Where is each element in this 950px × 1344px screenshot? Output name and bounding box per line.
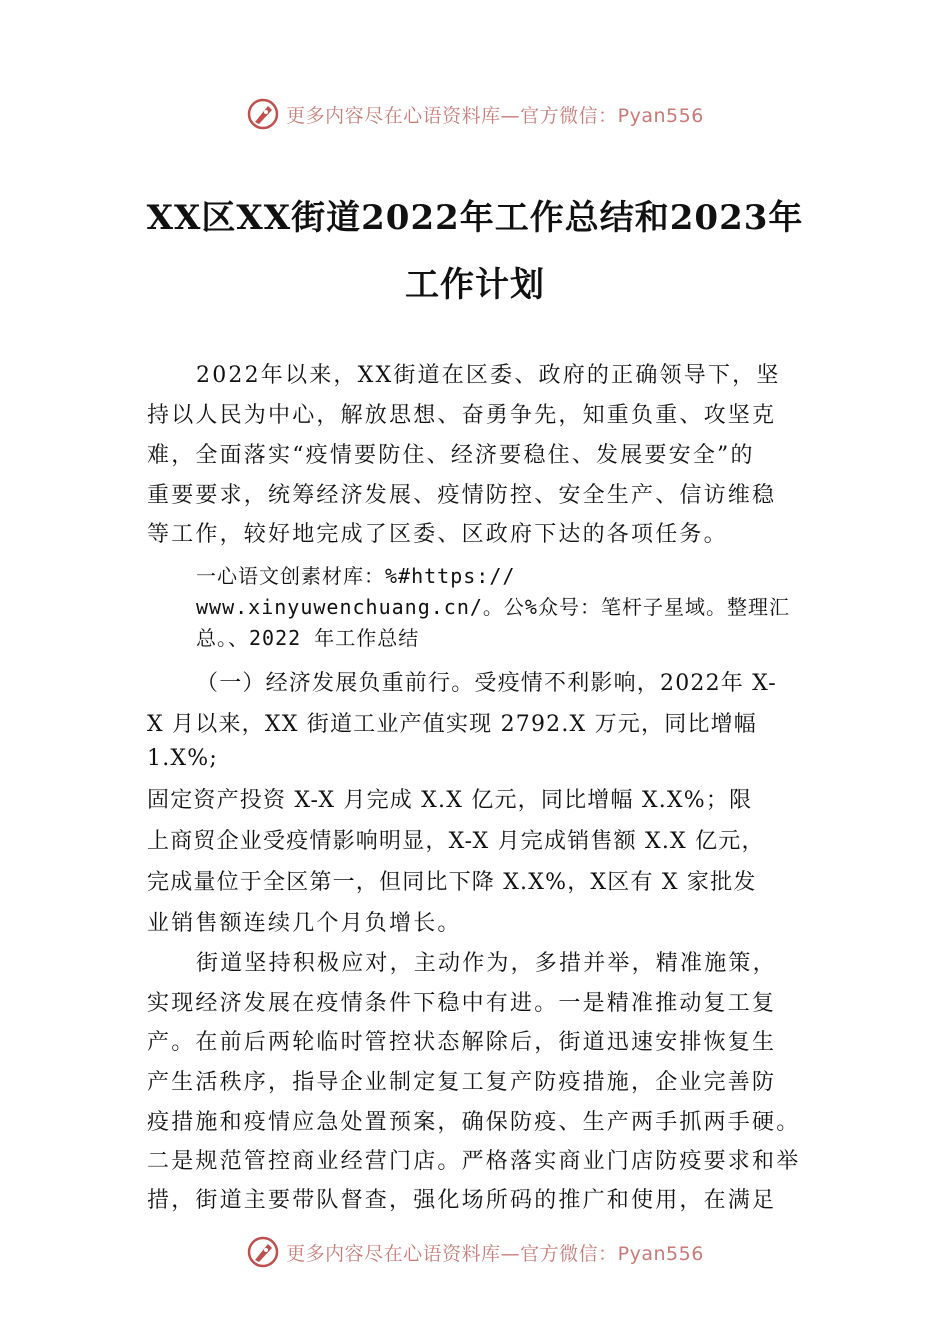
pen-nib-logo-icon: [246, 1235, 280, 1269]
source-note-line: www.xinyuwenchuang.cn/。公%众号：笔杆子星域。整理汇: [196, 595, 790, 619]
paragraph-3-line: 实现经济发展在疫情条件下稳中有进。一是精准推动复工复: [147, 991, 777, 1016]
banner-text: 更多内容尽在心语资料库—官方微信：Pyan556: [286, 104, 704, 127]
paragraph-3-line: 措，街道主要带队督查，强化场所码的推广和使用，在满足: [147, 1188, 777, 1213]
paragraph-1-line: 持以人民为中心，解放思想、奋勇争先，知重负重、攻坚克: [147, 403, 777, 428]
document-title-line-1: XX区XX街道2022年工作总结和2023年: [146, 198, 804, 238]
paragraph-2-line: X 月以来，XX 街道工业产值实现 2792.X 万元，同比增幅: [147, 712, 758, 737]
paragraph-1-line: 重要要求，统筹经济发展、疫情防控、安全生产、信访维稳: [147, 483, 777, 508]
source-note-line: 总。、2022 年工作总结: [196, 626, 420, 650]
source-note-line: 一心语文创素材库：%#https://: [196, 564, 516, 588]
paragraph-2-line: 完成量位于全区第一，但同比下降 X.X%，X区有 X 家批发: [147, 870, 757, 895]
paragraph-2-line: 业销售额连续几个月负增长。: [147, 911, 462, 936]
paragraph-1-line: 2022年以来，XX街道在区委、政府的正确领导下，坚: [196, 363, 781, 388]
paragraph-2-line: （一）经济发展负重前行。受疫情不利影响，2022年 X-: [196, 671, 777, 696]
paragraph-3-line: 产生活秩序，指导企业制定复工复产防疫措施，企业完善防: [147, 1070, 777, 1095]
paragraph-2-line: 固定资产投资 X-X 月完成 X.X 亿元，同比增幅 X.X%；限: [147, 788, 753, 813]
paragraph-2-line: 上商贸企业受疫情影响明显，X-X 月完成销售额 X.X 亿元，: [147, 829, 765, 854]
paragraph-3-line: 疫措施和疫情应急处置预案，确保防疫、生产两手抓两手硬。: [147, 1110, 801, 1135]
banner-text: 更多内容尽在心语资料库—官方微信：Pyan556: [286, 1242, 704, 1265]
paragraph-3-line: 街道坚持积极应对，主动作为，多措并举，精准施策，: [196, 951, 777, 976]
footer-banner: [0, 1232, 950, 1272]
paragraph-1-line: 等工作，较好地完成了区委、区政府下达的各项任务。: [147, 522, 728, 547]
paragraph-3-line: 产。在前后两轮临时管控状态解除后，街道迅速安排恢复生: [147, 1030, 777, 1055]
paragraph-1-line: 难，全面落实“疫情要防住、经济要稳住、发展要安全”的: [147, 443, 755, 468]
paragraph-2-line: 1.X%;: [147, 746, 218, 771]
pen-nib-logo-icon: [246, 97, 280, 131]
paragraph-3-line: 二是规范管控商业经营门店。严格落实商业门店防疫要求和举: [147, 1149, 801, 1174]
header-banner: [0, 94, 950, 134]
document-title-line-2: 工作计划: [405, 265, 545, 305]
